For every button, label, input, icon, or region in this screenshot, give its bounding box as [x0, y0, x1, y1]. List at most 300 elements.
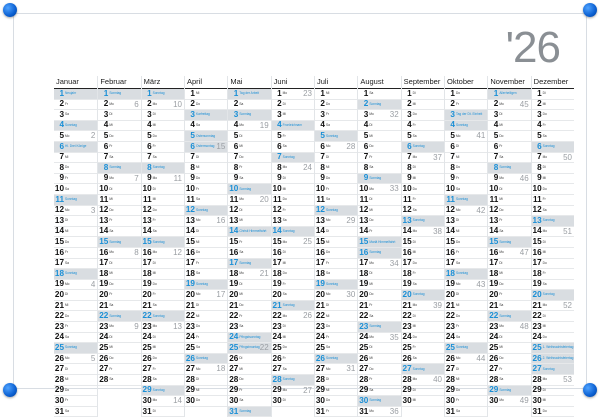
- day-number: 18: [402, 269, 412, 278]
- day-number: 30: [229, 396, 239, 405]
- day-label: Do: [499, 356, 504, 361]
- day-cell: [358, 354, 400, 365]
- day-number: 3: [190, 110, 195, 119]
- day-label: Fr: [152, 218, 156, 223]
- pin-top-left: [3, 3, 17, 17]
- day-label: Mi: [109, 271, 113, 276]
- month-name: Oktober: [445, 76, 487, 89]
- day-number: 31: [54, 406, 64, 416]
- week-number: 12: [173, 247, 182, 257]
- day-number: 4: [407, 120, 412, 130]
- day-label: Sa: [369, 165, 374, 170]
- day-number: 2: [103, 99, 109, 109]
- day-cell: [532, 333, 574, 344]
- day-cell: [228, 364, 270, 375]
- day-label: Di: [455, 144, 459, 149]
- day-cell: [185, 184, 227, 195]
- day-number: 1: [59, 89, 64, 98]
- day-cell: [488, 163, 530, 174]
- day-cell: [402, 290, 444, 301]
- day-cell: [532, 206, 574, 217]
- day-number: 23: [229, 322, 239, 331]
- day-label: Di: [542, 313, 546, 318]
- day-number: 1: [320, 89, 325, 98]
- day-number: 1: [147, 89, 152, 98]
- day-cell: [228, 343, 270, 354]
- day-label: Mi: [152, 197, 157, 202]
- day-number: 7: [320, 152, 325, 162]
- day-cell: [228, 184, 270, 195]
- day-number: 24: [532, 332, 542, 342]
- day-label: Sonntag: [499, 387, 512, 392]
- day-number: 10: [142, 184, 152, 194]
- day-label: Sonntag: [239, 409, 252, 413]
- day-label: Sa: [412, 133, 417, 138]
- day-label: Sonntag: [239, 186, 252, 191]
- day-number: 28: [489, 375, 499, 384]
- day-number: 6: [407, 141, 412, 151]
- day-cell: [445, 322, 487, 333]
- day-label: Di: [369, 122, 373, 127]
- day-number: 3: [320, 110, 325, 119]
- day-number: 1: [190, 89, 195, 98]
- day-cell: [185, 375, 227, 386]
- day-cell: [445, 407, 487, 417]
- week-number: 20: [259, 194, 269, 204]
- week-number: 21: [259, 269, 269, 279]
- day-cell: [142, 343, 184, 354]
- week-number: 10: [173, 99, 182, 109]
- day-label: Mo: [325, 366, 331, 371]
- day-number: 23: [142, 322, 152, 331]
- day-label: Fr: [369, 154, 373, 159]
- day-label: Sonntag: [65, 122, 77, 127]
- day-number: 10: [99, 184, 109, 194]
- day-number: 4: [59, 120, 64, 130]
- day-label: Mi: [239, 218, 243, 223]
- day-label: Mo: [195, 292, 201, 297]
- day-number: 24: [445, 332, 455, 342]
- day-label: Sa: [195, 345, 200, 350]
- day-cell: [98, 343, 140, 354]
- month-august: [357, 76, 400, 417]
- day-label: Sa: [542, 207, 547, 212]
- day-label: Sa: [542, 133, 547, 138]
- day-number: 9: [320, 173, 325, 183]
- day-number: 26: [489, 353, 499, 363]
- day-number: 15: [315, 237, 325, 246]
- day-label: Do: [152, 207, 157, 212]
- day-cell: [272, 301, 314, 312]
- day-label: Fr: [499, 366, 503, 371]
- day-number: 19: [445, 279, 455, 289]
- day-number: 19: [185, 279, 195, 289]
- day-cell: [54, 237, 97, 248]
- day-number: 19: [489, 279, 499, 289]
- day-label: Di: [282, 324, 286, 329]
- day-label: Di: [369, 345, 373, 350]
- day-number: 11: [55, 194, 64, 204]
- day-cell: [402, 269, 444, 280]
- day-label: Di: [282, 101, 286, 106]
- day-cell: [315, 354, 357, 365]
- day-label: Sa: [152, 228, 157, 233]
- day-cell: [228, 396, 270, 407]
- day-cell: [402, 227, 444, 238]
- day-cell: [532, 322, 574, 333]
- day-number: 1: [363, 89, 369, 98]
- day-cell: [358, 110, 400, 121]
- day-number: 20: [272, 290, 282, 299]
- day-number: 11: [533, 194, 542, 204]
- day-label: Fr: [455, 175, 459, 180]
- day-cell: [532, 89, 574, 100]
- day-cell: [142, 386, 184, 397]
- day-label: Mi: [412, 101, 417, 106]
- day-label: Fr: [65, 398, 69, 403]
- day-number: 26: [99, 353, 109, 363]
- day-label: Sa: [239, 324, 244, 329]
- day-cell: [98, 354, 140, 365]
- day-number: 26: [142, 353, 152, 363]
- day-label: Fr: [499, 292, 503, 297]
- month-name: Mai: [228, 76, 270, 89]
- day-number: 12: [185, 205, 195, 215]
- day-label: Do: [455, 91, 461, 96]
- day-number: 6: [147, 141, 152, 151]
- month-november: [487, 76, 530, 417]
- day-number: 10: [315, 184, 325, 194]
- day-cell: [315, 227, 357, 238]
- day-number: 31: [532, 406, 542, 416]
- day-cell: [98, 301, 140, 312]
- day-label: Di: [412, 313, 416, 318]
- day-label: Sonntag: [152, 165, 165, 170]
- day-cell: [445, 237, 487, 248]
- day-number: 6: [277, 141, 282, 151]
- day-number: 12: [489, 205, 499, 215]
- day-number: 15: [489, 237, 499, 246]
- day-label: Hl. Drei Könige: [65, 144, 87, 149]
- day-label: Sonntag: [282, 154, 295, 159]
- day-label: Di: [282, 398, 286, 403]
- day-cell: [185, 153, 227, 164]
- day-number: 22: [142, 311, 152, 321]
- day-cell: [488, 290, 530, 301]
- day-number: 30: [359, 396, 369, 405]
- day-cell: [185, 174, 227, 185]
- day-cell: [402, 100, 444, 111]
- day-cell: [272, 100, 314, 111]
- day-cell: [445, 290, 487, 301]
- day-cell: [532, 311, 574, 322]
- day-number: 5: [363, 131, 369, 141]
- day-number: 15: [272, 237, 282, 246]
- day-number: 19: [272, 279, 282, 289]
- day-number: 8: [277, 163, 282, 172]
- day-cell: [54, 121, 97, 132]
- day-label: Mo: [239, 197, 244, 202]
- day-number: 4: [190, 120, 195, 130]
- week-number: 50: [563, 152, 572, 162]
- day-number: 15: [54, 237, 64, 246]
- day-cell: [185, 206, 227, 217]
- day-cell: [315, 195, 357, 206]
- day-label: Fr: [369, 377, 373, 382]
- day-number: 8: [407, 163, 412, 172]
- day-label: Mi: [65, 154, 69, 159]
- day-label: Do: [65, 313, 70, 318]
- day-label: Mi: [282, 186, 287, 191]
- day-label: Sa: [65, 260, 69, 265]
- month-name: September: [402, 76, 444, 89]
- day-cell: [315, 301, 357, 312]
- day-label: Do: [239, 303, 244, 308]
- day-label: Di: [499, 186, 503, 191]
- day-cell: [445, 184, 487, 195]
- day-number: 12: [54, 205, 64, 215]
- day-label: Do: [325, 324, 331, 329]
- day-number: 13: [402, 216, 412, 225]
- day-label: Sa: [239, 101, 244, 106]
- day-number: 7: [190, 152, 195, 162]
- day-label: Sonntag: [109, 239, 122, 244]
- day-cell: [445, 343, 487, 354]
- day-number: 4: [450, 120, 455, 130]
- day-label: Fr: [65, 101, 69, 106]
- day-cell: [402, 386, 444, 397]
- day-number: 8: [147, 163, 152, 172]
- day-label: Di: [239, 133, 243, 138]
- day-label: Do: [109, 356, 114, 361]
- day-label: Di: [542, 91, 546, 96]
- day-number: 14: [402, 226, 412, 236]
- day-number: 6: [190, 141, 195, 151]
- day-label: Ostermontag: [195, 144, 215, 149]
- day-label: Mo: [65, 356, 70, 361]
- day-cell: [272, 206, 314, 217]
- day-cell: [445, 153, 487, 164]
- month-name: November: [488, 76, 530, 89]
- day-label: Sa: [239, 250, 244, 255]
- day-number: 9: [493, 173, 499, 183]
- week-number: 4: [90, 279, 96, 289]
- day-number: 13: [445, 216, 455, 225]
- day-cell: [185, 280, 227, 291]
- day-cell: [272, 259, 314, 270]
- day-cell: [272, 174, 314, 185]
- day-label: Sonntag: [325, 207, 338, 212]
- day-label: Sonntag: [325, 356, 338, 361]
- day-cell: [54, 153, 97, 164]
- day-label: Mo: [499, 398, 504, 403]
- day-number: 18: [99, 269, 109, 278]
- week-number: 6: [134, 99, 139, 109]
- day-number: 22: [185, 311, 195, 321]
- day-cell: [402, 216, 444, 227]
- day-number: 26: [272, 353, 282, 363]
- day-cell: [315, 121, 357, 132]
- day-number: 23: [185, 322, 195, 331]
- day-label: Mo: [152, 324, 158, 329]
- day-label: Do: [109, 281, 114, 286]
- day-cell: [532, 216, 574, 227]
- day-label: Mi: [412, 250, 417, 255]
- day-cell: [272, 195, 314, 206]
- day-number: 25: [402, 343, 412, 352]
- month-name: Februar: [98, 76, 140, 89]
- day-cell: [228, 259, 270, 270]
- day-label: Mo: [282, 239, 288, 244]
- day-label: Fr: [325, 260, 329, 265]
- day-label: Mo: [109, 250, 114, 255]
- day-number: 30: [402, 396, 412, 405]
- day-cell: [532, 153, 574, 164]
- day-number: 30: [532, 396, 542, 405]
- day-label: Sa: [499, 303, 504, 308]
- day-cell: [488, 333, 530, 344]
- day-cell: [98, 163, 140, 174]
- day-label: Mo: [412, 377, 418, 382]
- day-number: 21: [489, 300, 499, 310]
- day-label: Do: [152, 133, 157, 138]
- day-label: Mi: [499, 345, 503, 350]
- day-cell: [488, 248, 530, 259]
- day-cell: [272, 322, 314, 333]
- day-number: 24: [229, 332, 239, 342]
- week-number: 48: [519, 322, 529, 332]
- day-number: 26: [185, 353, 195, 363]
- day-label: Sa: [65, 112, 69, 117]
- day-label: Mo: [412, 303, 418, 308]
- day-label: Do: [239, 377, 244, 382]
- day-number: 11: [143, 194, 152, 204]
- day-cell: [532, 407, 574, 417]
- day-label: Mi: [369, 281, 373, 286]
- day-label: Mo: [152, 398, 158, 403]
- day-cell: [488, 206, 530, 217]
- day-label: Pfingstmontag: [239, 345, 260, 350]
- week-number: 41: [476, 131, 486, 141]
- day-cell: [142, 89, 184, 100]
- week-number: 51: [563, 226, 572, 236]
- day-label: Sonntag: [152, 387, 165, 392]
- day-number: 31: [229, 406, 239, 416]
- day-label: Do: [282, 271, 287, 276]
- day-number: 17: [532, 258, 542, 268]
- day-number: 23: [445, 322, 455, 331]
- day-cell: [228, 301, 270, 312]
- day-number: 5: [190, 131, 195, 141]
- day-cell: [98, 259, 140, 270]
- day-label: Do: [542, 260, 547, 265]
- day-number: 13: [229, 216, 239, 225]
- day-label: Mo: [455, 281, 461, 286]
- day-cell: [228, 131, 270, 142]
- day-label: Sa: [65, 186, 69, 191]
- day-cell: [532, 248, 574, 259]
- day-number: 21: [315, 300, 325, 310]
- day-number: 18: [272, 269, 282, 278]
- day-cell: [98, 290, 140, 301]
- day-cell: [315, 163, 357, 174]
- day-number: 17: [272, 258, 282, 268]
- day-label: Fr: [455, 101, 459, 106]
- day-cell: [532, 280, 574, 291]
- day-cell: [358, 153, 400, 164]
- week-number: 7: [134, 173, 139, 183]
- day-label: Di: [239, 281, 243, 286]
- day-cell: [402, 396, 444, 407]
- day-label: Mi: [65, 377, 69, 382]
- day-cell: [358, 174, 400, 185]
- day-cell: [532, 131, 574, 142]
- day-number: 15: [445, 237, 455, 246]
- day-label: Mo: [195, 218, 201, 223]
- day-number: 11: [489, 194, 499, 204]
- day-label: Di: [65, 218, 69, 223]
- day-number: 25: [99, 343, 109, 352]
- day-cell: [54, 280, 97, 291]
- day-number: 3: [537, 110, 542, 119]
- day-cell: [445, 131, 487, 142]
- day-label: Mo: [542, 303, 548, 308]
- day-cell: [98, 322, 140, 333]
- day-cell: [445, 375, 487, 386]
- day-cell: [142, 206, 184, 217]
- day-cell: [142, 100, 184, 111]
- day-label: Sonntag: [542, 144, 555, 149]
- day-number: 24: [315, 332, 325, 342]
- month-name: Januar: [54, 76, 97, 89]
- day-cell: [445, 301, 487, 312]
- day-number: 10: [229, 184, 239, 194]
- day-cell: [228, 163, 270, 174]
- day-label: Di: [152, 260, 156, 265]
- month-grid: [54, 76, 574, 416]
- day-label: Di: [152, 186, 156, 191]
- day-cell: [488, 396, 530, 407]
- day-cell: [532, 227, 574, 238]
- day-label: Di: [109, 334, 113, 339]
- day-cell: [532, 375, 574, 386]
- day-cell: [402, 110, 444, 121]
- day-cell: [315, 184, 357, 195]
- day-cell: [358, 322, 400, 333]
- month-name: April: [185, 76, 227, 89]
- day-number: 24: [99, 332, 109, 342]
- day-label: Sonntag: [282, 377, 295, 382]
- day-label: Di: [455, 366, 459, 371]
- day-number: 19: [54, 279, 64, 289]
- day-number: 5: [59, 131, 64, 141]
- day-label: Sonntag: [412, 144, 425, 149]
- week-number: 5: [90, 353, 96, 363]
- day-label: Mi: [542, 324, 547, 329]
- day-label: Fr: [282, 281, 286, 286]
- day-cell: [54, 343, 97, 354]
- day-cell: [54, 301, 97, 312]
- day-label: Fr: [195, 186, 199, 191]
- day-label: Fr: [152, 366, 156, 371]
- day-number: 13: [185, 216, 195, 225]
- day-label: Mi: [325, 239, 330, 244]
- day-label: Sonntag: [65, 197, 77, 202]
- day-number: 22: [445, 311, 455, 321]
- day-cell: [445, 259, 487, 270]
- week-number: 13: [173, 322, 182, 332]
- week-number: 16: [216, 216, 226, 226]
